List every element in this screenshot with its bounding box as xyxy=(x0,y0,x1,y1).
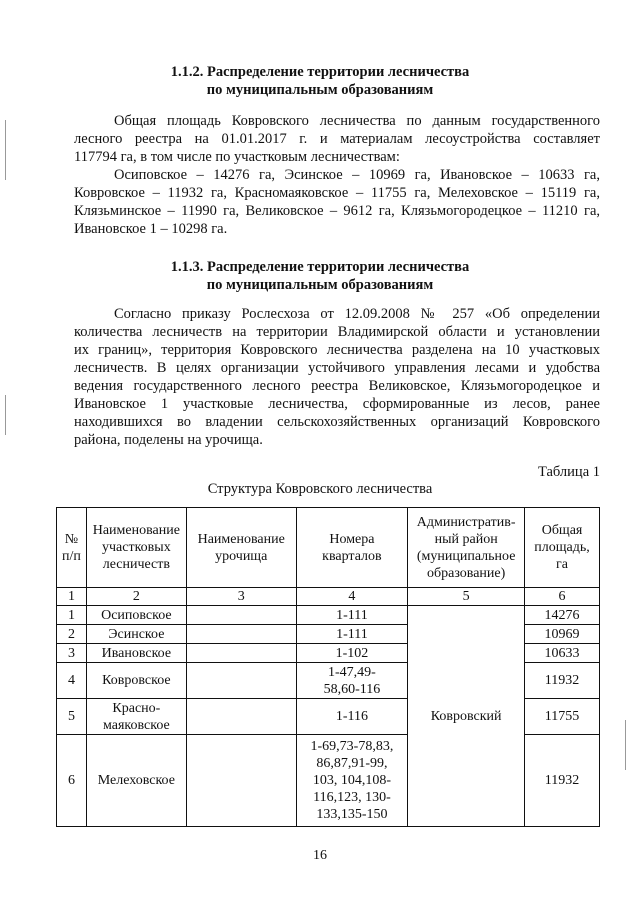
header-forestry-name xyxy=(86,508,186,588)
text-line: Ковровское – 11932 га, Красномаяковское – 11755 га, Мелеховское – 15119 га, xyxy=(74,185,600,201)
header-quarters xyxy=(296,508,408,588)
text-line: Клязьминское – 11990 га, Великовское – 9612 га, Клязьмогородецкое – 11210 га, xyxy=(74,203,600,219)
row-forestry-name xyxy=(86,699,186,735)
header-text: га xyxy=(556,557,569,572)
table-header-row xyxy=(57,508,600,588)
row-tract xyxy=(186,735,296,827)
text-line: Ивановское 1 участковые лесничества, сформированные из лесов, ранее xyxy=(74,396,600,412)
row-forestry-name: Мелеховское xyxy=(86,735,186,827)
section-112-paragraph xyxy=(74,112,600,238)
text-line: ведения государственного лесного реестра Великовское, Клязьмогородецкое и xyxy=(74,378,600,394)
section-112-title-line1: 1.1.2. Распределение территории лесничества xyxy=(170,64,470,80)
row-forestry-name: Ковровское xyxy=(86,663,186,699)
row-forestry-name: Ивановское xyxy=(86,644,186,663)
header-text: урочища xyxy=(215,548,268,564)
row-num: 2 xyxy=(57,625,87,644)
row-tract xyxy=(186,699,296,735)
row-admin-district: Ковровский xyxy=(408,606,525,827)
section-112-title xyxy=(0,63,640,99)
quarters-line: 58,60-116 xyxy=(323,681,381,697)
header-text: площадь, xyxy=(534,540,590,555)
row-area: 14276 xyxy=(525,606,600,625)
row-quarters: 1-111 xyxy=(296,625,408,644)
quarters-line: 133,135-150 xyxy=(316,807,388,822)
header-text: Наименование xyxy=(92,523,180,538)
row-num: 1 xyxy=(57,606,87,625)
header-text: Общая xyxy=(541,523,583,538)
row-tract xyxy=(186,625,296,644)
column-number: 6 xyxy=(525,588,600,606)
column-number: 4 xyxy=(296,588,408,606)
row-quarters xyxy=(296,663,408,699)
column-number: 1 xyxy=(57,588,87,606)
text-line: Осиповское – 14276 га, Эсинское – 10969 га, Ивановское – 10633 га, xyxy=(114,167,600,183)
page-number: 16 xyxy=(313,848,327,863)
text-line: 117794 га, в том числе по участковым лесничествам: xyxy=(74,149,400,165)
header-text: участковых xyxy=(102,540,171,555)
header-total-area xyxy=(525,508,600,588)
table-label: Таблица 1 xyxy=(537,464,600,480)
row-tract xyxy=(186,606,296,625)
text-line: находившихся во владении сельскохозяйственных организаций Ковровского xyxy=(74,414,600,430)
text-line: их границ», территория Ковровского лесничества разделена на 10 участковых xyxy=(74,342,600,358)
header-text: лесничеств xyxy=(102,557,170,572)
name-line: Красно- xyxy=(112,700,161,716)
row-quarters xyxy=(296,735,408,827)
column-number: 2 xyxy=(86,588,186,606)
text-line: лесничеств. В целях организации устойчивого управления лесами и удобства xyxy=(74,360,600,376)
section-113-title xyxy=(0,258,640,294)
row-area: 11932 xyxy=(525,663,600,699)
header-text: Наименование xyxy=(197,531,285,547)
section-113-title-line1: 1.1.3. Распределение территории лесничества xyxy=(170,259,470,275)
text-line: Согласно приказу Рослесхоза от 12.09.2008 № 257 «Об определении xyxy=(114,306,600,322)
row-tract xyxy=(186,644,296,663)
section-113-title-line2: по муниципальным образованиям xyxy=(206,277,434,293)
text-line: района, поделены на урочища. xyxy=(74,432,263,448)
header-text: образование) xyxy=(426,565,506,581)
scan-margin-mark xyxy=(5,120,6,180)
quarters-line: 86,87,91-99, xyxy=(316,756,388,771)
row-area: 10633 xyxy=(525,644,600,663)
text-line: лесного реестра на 01.01.2017 г. и материалам лесоустройства составляет xyxy=(74,131,600,147)
text-line: количества лесничеств на территории Владимирской области и установлении xyxy=(74,324,600,340)
row-num: 6 xyxy=(57,735,87,827)
header-text: ный район xyxy=(434,531,498,547)
section-113-paragraph xyxy=(74,305,600,449)
row-area: 11932 xyxy=(525,735,600,827)
header-text: п/п xyxy=(62,548,81,564)
header-text: № xyxy=(64,531,79,547)
scan-margin-mark xyxy=(5,395,6,435)
header-text: Административ- xyxy=(416,514,516,530)
quarters-line: 1-69,73-78,83, xyxy=(310,739,394,754)
quarters-line: 1-47,49- xyxy=(328,664,376,680)
row-quarters: 1-111 xyxy=(296,606,408,625)
row-num: 4 xyxy=(57,663,87,699)
header-tract-name xyxy=(186,508,296,588)
row-area: 11755 xyxy=(525,699,600,735)
name-line: маяковское xyxy=(102,717,170,733)
header-text: Номера xyxy=(329,531,375,547)
text-line: Общая площадь Ковровского лесничества по данным государственного xyxy=(114,113,600,129)
column-number-row xyxy=(57,588,600,606)
section-112-title-line2: по муниципальным образованиям xyxy=(206,82,434,98)
table-row xyxy=(57,606,600,625)
row-num: 3 xyxy=(57,644,87,663)
header-text: (муниципальное xyxy=(416,548,516,564)
header-num xyxy=(57,508,87,588)
header-admin-district xyxy=(408,508,525,588)
row-num: 5 xyxy=(57,699,87,735)
quarters-line: 116,123, 130- xyxy=(313,790,391,805)
row-quarters: 1-116 xyxy=(296,699,408,735)
row-forestry-name: Осиповское xyxy=(86,606,186,625)
column-number: 3 xyxy=(186,588,296,606)
row-quarters: 1-102 xyxy=(296,644,408,663)
table-title: Структура Ковровского лесничества xyxy=(207,481,433,497)
row-area: 10969 xyxy=(525,625,600,644)
row-forestry-name: Эсинское xyxy=(86,625,186,644)
row-tract xyxy=(186,663,296,699)
quarters-line: 103, 104,108- xyxy=(312,773,391,788)
header-text: кварталов xyxy=(322,548,382,564)
forestry-structure-table xyxy=(56,507,600,827)
column-number: 5 xyxy=(408,588,525,606)
scan-margin-mark xyxy=(625,720,626,770)
text-line: Ивановское 1 – 10298 га. xyxy=(74,221,228,237)
